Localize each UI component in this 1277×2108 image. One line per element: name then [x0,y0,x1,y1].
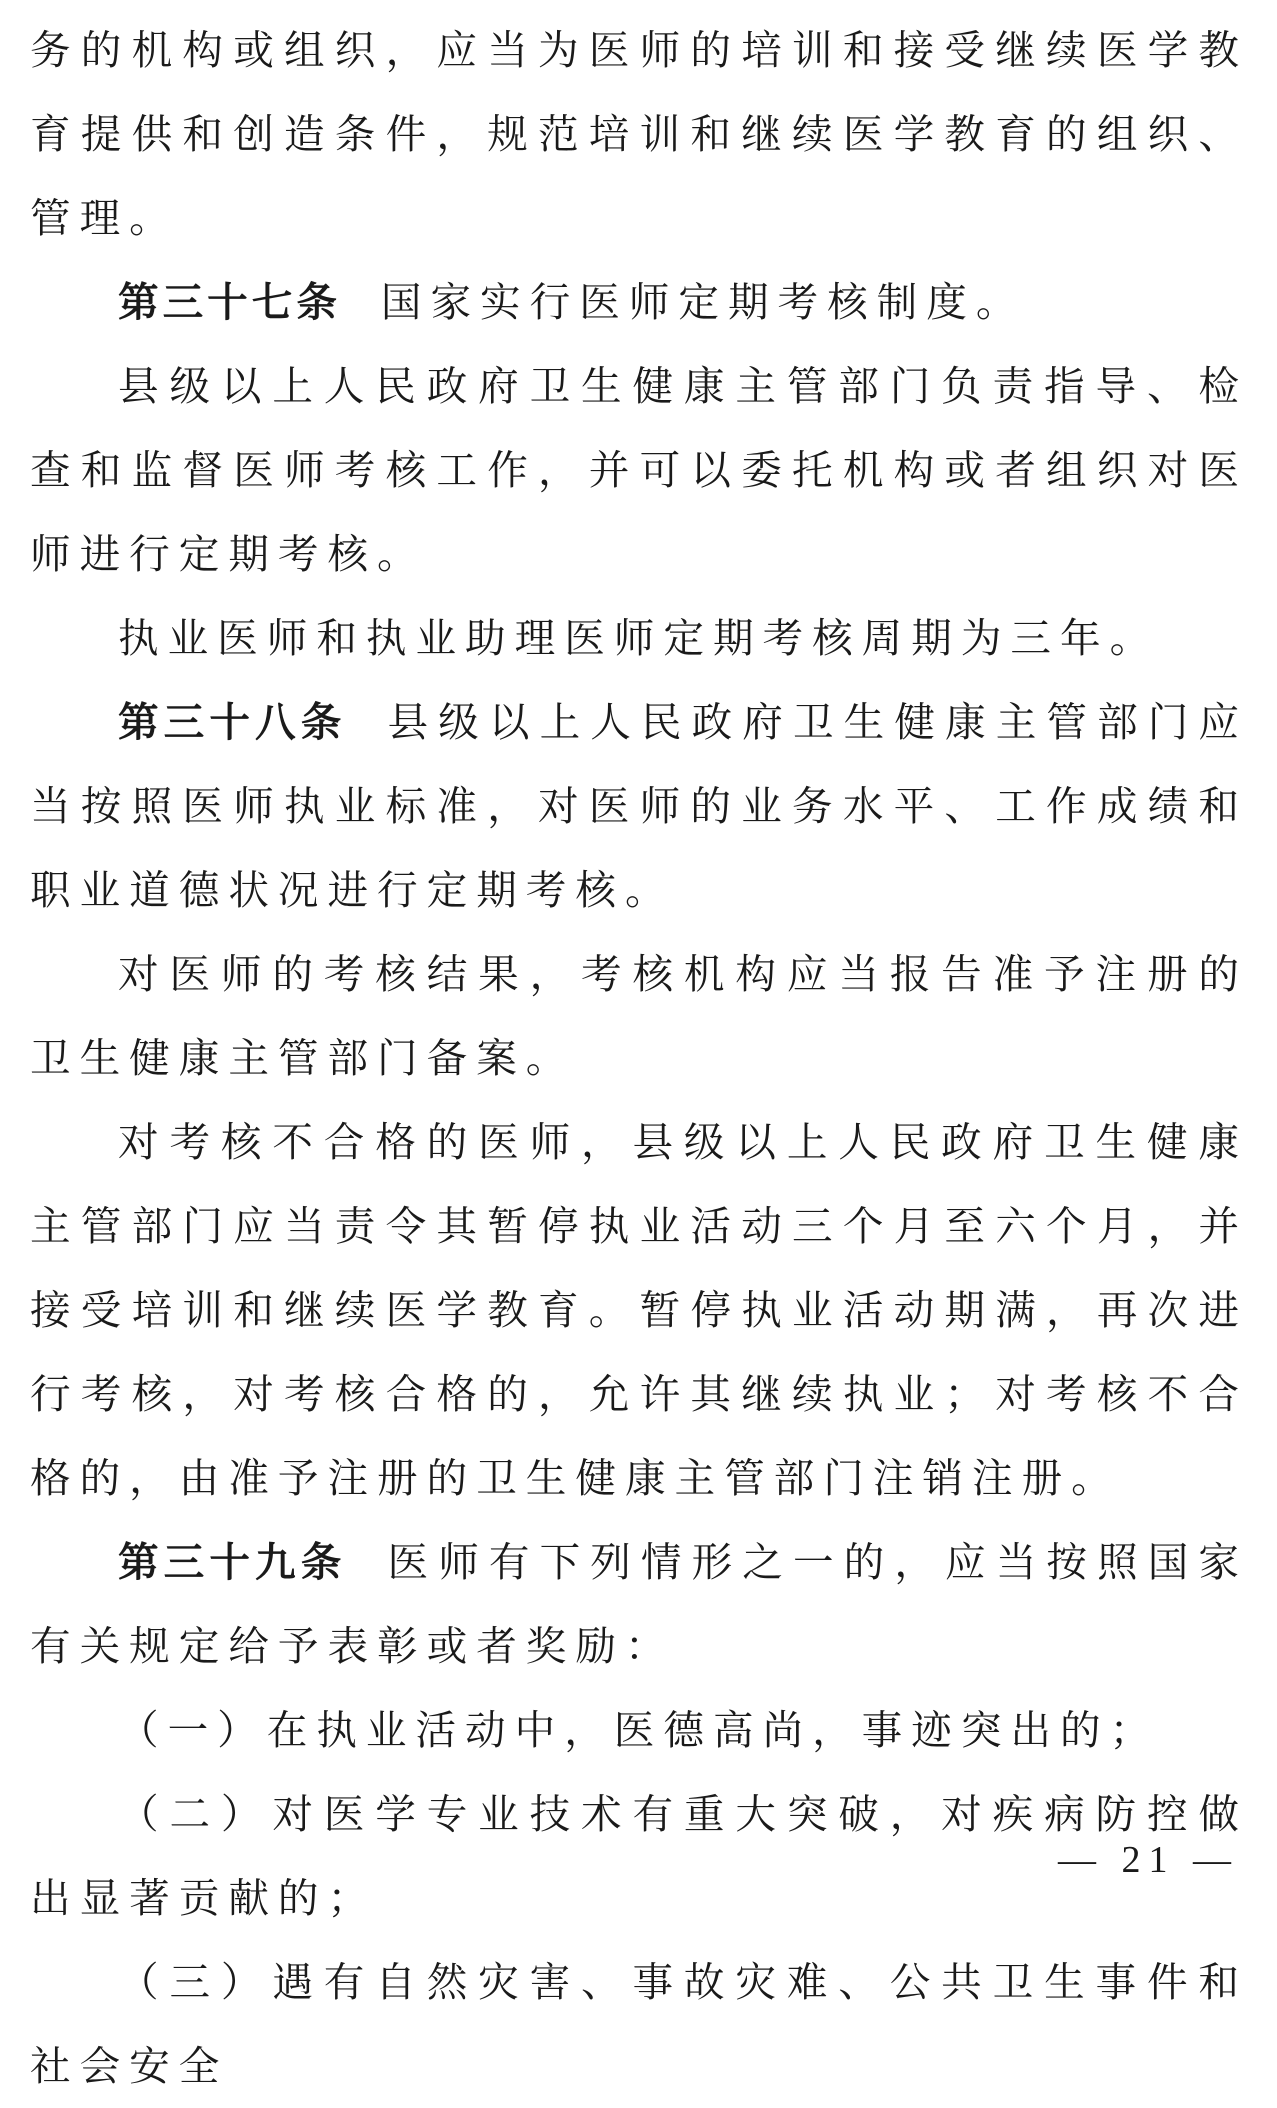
article-heading: 第三十七条 [118,278,341,326]
article-heading: 第三十九条 [118,1538,347,1586]
paragraph-text: 县级以上人民政府卫生健康主管部门负责指导、检查和监督医师考核工作，并可以委托机构或者组织对医师进行定期考核。 [30,362,1248,578]
article-37-heading-paragraph [30,260,1248,344]
paragraph-1 [30,8,1248,260]
paragraph-text: 对医师的考核结果，考核机构应当报告准予注册的卫生健康主管部门备案。 [30,950,1248,1082]
page-number: — 21 — [1058,1839,1239,1881]
list-item-3 [30,1940,1248,2108]
paragraph-text: 务的机构或组织，应当为医师的培训和接受继续医学教育提供和创造条件，规范培训和继续医学教育的组织、管理。 [30,26,1248,242]
paragraph-text: （一）在执业活动中，医德高尚，事迹突出的； [118,1706,1160,1754]
paragraph-text: 执业医师和执业助理医师定期考核周期为三年。 [118,614,1160,662]
list-item-1 [30,1688,1248,1772]
paragraph-text: 县级以上人民政府卫生健康主管部门应当按照医师执业标准，对医师的业务水平、工作成绩和职业道德状况进行定期考核。 [30,698,1249,914]
paragraph-text: （三）遇有自然灾害、事故灾难、公共卫生事件和社会安全 [30,1958,1248,2090]
article-38-heading-paragraph [30,680,1248,932]
body-text [30,8,1248,2108]
article-39-heading-paragraph [30,1520,1248,1688]
article-heading: 第三十八条 [118,698,347,746]
paragraph-6 [30,932,1248,1100]
paragraph-text: 医师有下列情形之一的，应当按照国家有关规定给予表彰或者奖励： [30,1538,1249,1670]
paragraph-4 [30,596,1248,680]
paragraph-7 [30,1100,1248,1520]
paragraph-text: 对考核不合格的医师，县级以上人民政府卫生健康主管部门应当责令其暂停执业活动三个月至六个月，并接受培训和继续医学教育。暂停执业活动期满，再次进行考核，对考核合格的，允许其继续执业；对考核不合格的，由准予注册的卫生健康主管部门注销注册。 [30,1118,1248,1502]
paragraph-text: 国家实行医师定期考核制度。 [380,278,1026,326]
paragraph-text: （二）对医学专业技术有重大突破，对疾病防控做出显著贡献的； [30,1790,1248,1922]
paragraph-3 [30,344,1248,596]
